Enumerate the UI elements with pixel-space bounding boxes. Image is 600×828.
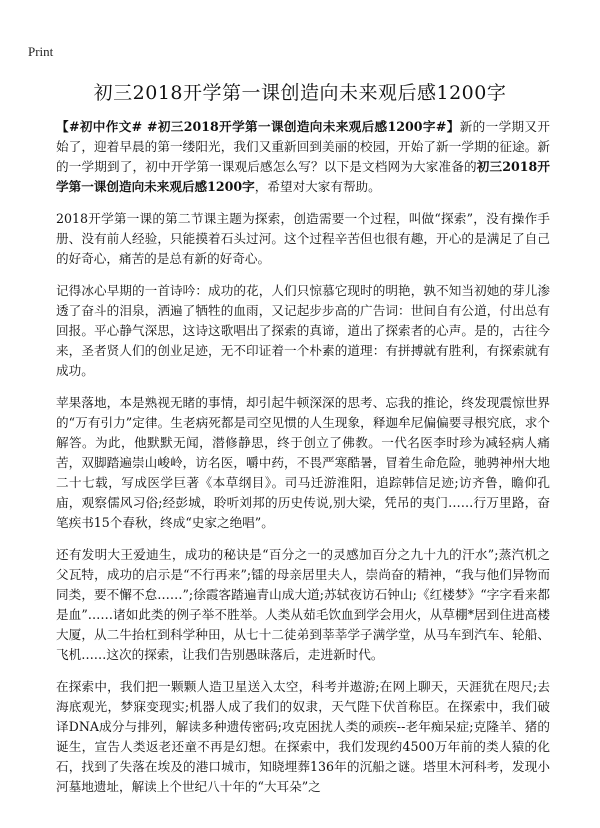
- article-body: [56, 117, 550, 809]
- intro-bold-title: 初三2018开学第一课创造向未来观后感1200字: [56, 159, 550, 194]
- article-paragraph: 苹果落地，本是熟视无睹的事情，却引起牛顿深深的思考、忘我的推论，终发现震惊世界的“万有引力”定律。生老病死都是司空见惯的人生现象，释迦牟尼偏偏要寻根究底，求个解答。为此，他默默无闻，潜修静思，终于创立了佛教。一代名医李时珍为减轻病人痛苦，双脚踏遍崇山峻岭，访名医，嚼中药，不畏严寒酷暑，冒着生命危险，驰骋神州大地二十七载，写成医学巨著《本草纲目》。司马迁游淮阳，追踪韩信足迹;访齐鲁，瞻仰孔庙，观察儒风习俗;经彭城，聆听刘邦的历史传说,别大梁，凭吊的夷门……行万里路，奋笔疾书15个春秋，终成“史家之绝唱”。: [56, 395, 550, 530]
- intro-paragraph: [56, 117, 550, 197]
- intro-text-1: 新的一学期又开始了，迎着早晨的第一缕阳光，我们又重新回到美丽的校园，开始了新一学期的征途。新的一学期到了，初中开学第一课观后感怎么写？以下是文档网为大家准备的: [56, 119, 551, 174]
- print-link[interactable]: Print: [28, 44, 54, 59]
- article-paragraph: 2018开学第一课的第二节课主题为探索，创造需要一个过程，叫做“探索”，没有操作手册、没有前人经验，只能摸着石头过河。这个过程辛苦但也很有趣，开心的是满足了自己的好奇心，痛苦的是总有新的好奇心。: [56, 211, 550, 266]
- article-paragraph: 记得冰心早期的一首诗吟：成功的花，人们只惊慕它现时的明艳，孰不知当初她的芽儿渗透了奋斗的泪泉，洒遍了牺牲的血雨，又记起步步高的广告词：世间自有公道，付出总有回报。平心静气深思，这诗这歌唱出了探索的真谛，道出了探索者的心声。是的，古往今来，圣者贤人们的创业足迹，无不印证着一个朴素的道理：有拼搏就有胜利，有探索就有成功。: [56, 283, 550, 378]
- page-title: 初三2018开学第一课创造向未来观后感1200字: [93, 82, 507, 104]
- intro-text-2: ，希望对大家有帮助。: [254, 179, 381, 194]
- article-paragraph: 在探索中，我们把一颗颗人造卫星送入太空，科考并遨游;在网上聊天，天涯犹在咫尺;去海底观光，梦寐变现实;机器人成了我们的奴隶，天气陛下伏首称臣。在探索中，我们破译DNA成分与排列，解读多种遗传密码;攻克困扰人类的顽疾--老年痴呆症;克隆羊、猪的诞生，宣告人类返老还童不再是幻想。在探索中，我们发现约4500万年前的类人猿的化石，找到了失落在埃及的港口城市，知晓埋葬136年的沉船之谜。塔里木河科考，发现小河墓地遗址，解读上个世纪八十年的“大耳朵”之: [56, 679, 550, 794]
- article-paragraph: 还有发明大王爱迪生，成功的秘诀是“百分之一的灵感加百分之九十九的汗水”;蒸汽机之父瓦特，成功的启示是“不行再来”;镭的母亲居里夫人，崇尚奋的精神，“我与他们异物而同类，要不懈不怠……”;徐霞客踏遍青山成大道;苏轼夜访石钟山;《红楼梦》“字字看来都是血”……诸如此类的例子举不胜举。人类从茹毛饮血到学会用火，从草棚*居到住进高楼大厦，从二牛抬杠到科学种田，从七十二徒弟到莘莘学子满学堂，从马车到汽车、轮船、飞机……这次的探索，让我们告别愚昧落后，走进新时代。: [56, 547, 550, 662]
- intro-bold-lead: 【#初中作文# #初三2018开学第一课创造向未来观后感1200字#】: [56, 119, 460, 134]
